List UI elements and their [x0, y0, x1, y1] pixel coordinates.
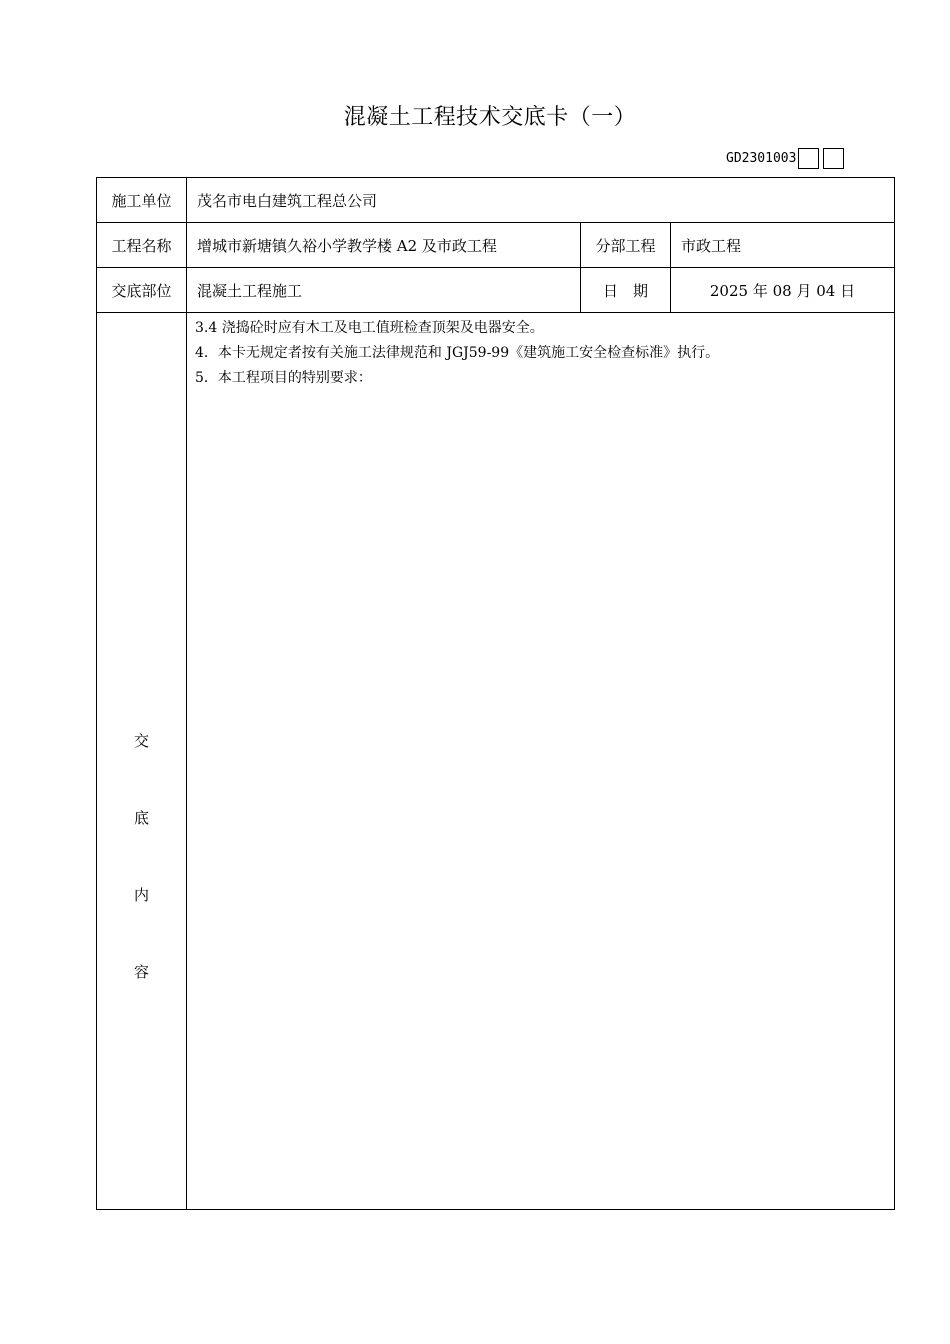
code-checkbox-2[interactable]: [823, 148, 844, 169]
row-project-name: [97, 223, 895, 268]
sub-project-value: 市政工程: [671, 223, 895, 268]
disclosure-part-value: 混凝土工程施工: [187, 268, 581, 313]
side-char: 底: [133, 809, 149, 827]
construction-unit-value: 茂名市电白建筑工程总公司: [187, 178, 895, 223]
page-title: 混凝土工程技术交底卡（一）: [343, 105, 637, 130]
sub-project-label: 分部工程: [581, 223, 671, 268]
side-char: 容: [133, 963, 149, 981]
project-name-label: 工程名称: [97, 223, 187, 268]
content-side-text: [134, 730, 149, 982]
disclosure-part-label: 交底部位: [97, 268, 187, 313]
row-disclosure-part: [97, 268, 895, 313]
side-char: 内: [133, 886, 149, 904]
content-line: 5．本工程项目的特别要求：: [195, 370, 372, 386]
project-name-value: 增城市新塘镇久裕小学教学楼 A2 及市政工程: [187, 223, 581, 268]
date-value: 2025 年 08 月 04 日: [671, 268, 895, 313]
disclosure-card-table: [96, 177, 895, 1210]
document-code-text: GD2301003: [726, 151, 797, 166]
row-disclosure-content: [97, 313, 895, 1210]
row-construction-unit: [97, 178, 895, 223]
content-line: 4．本卡无规定者按有关施工法律规范和 JGJ59-99《建筑施工安全检查标准》执行。: [195, 345, 720, 361]
date-label: 日 期: [581, 268, 671, 313]
side-char: 交: [133, 732, 149, 750]
content-side-label: [97, 313, 187, 1210]
content-body: [187, 313, 895, 1210]
construction-unit-label: 施工单位: [97, 178, 187, 223]
document-code: [726, 148, 844, 169]
code-checkbox-1[interactable]: [798, 148, 819, 169]
content-line: 3.4 浇捣砼时应有木工及电工值班检查顶架及电器安全。: [195, 320, 544, 336]
